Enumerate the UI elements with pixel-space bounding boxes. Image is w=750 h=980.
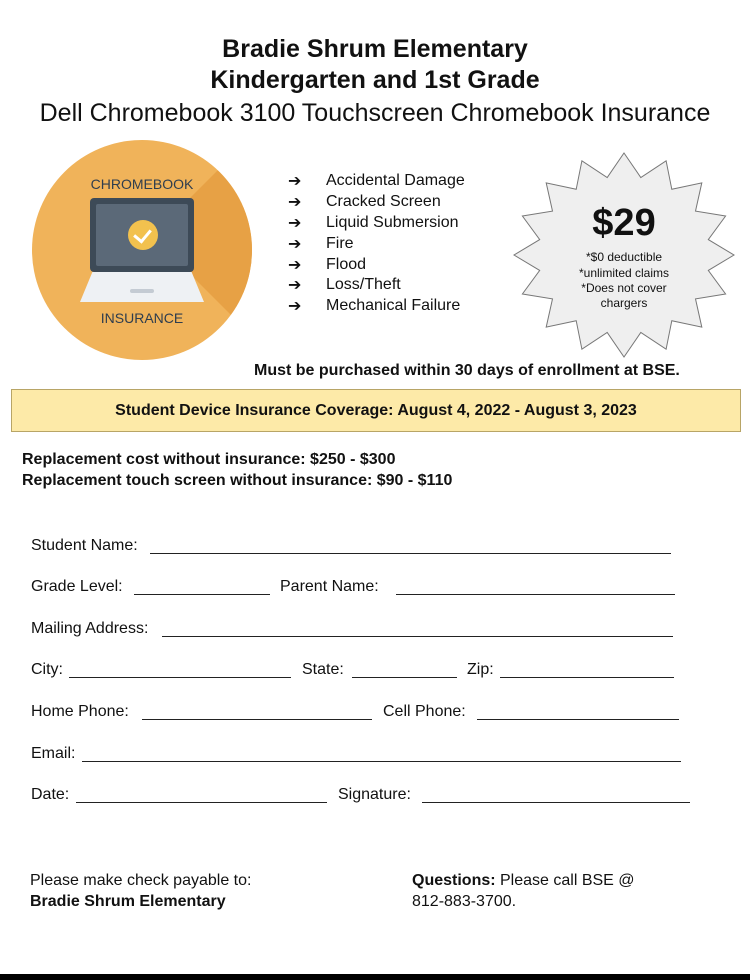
grades-title: Kindergarten and 1st Grade [210,66,540,94]
product-title: Dell Chromebook 3100 Touchscreen Chromebook Insurance [39,99,711,127]
parent-name-label: Parent Name: [280,578,379,595]
home-phone-label: Home Phone: [31,703,129,720]
home-phone-field[interactable] [142,719,372,720]
coverage-item [288,192,465,213]
coverage-banner [11,389,741,432]
grade-level-field[interactable] [134,594,270,595]
arrow-right-icon: ➔ [288,235,302,253]
date-field[interactable] [76,802,327,803]
coverage-list [288,171,465,317]
price-note-chargers-2: chargers [600,296,648,310]
coverage-item-label: Fire [326,234,354,252]
coverage-item-label: Accidental Damage [326,172,465,190]
questions-text: Please call BSE @ [495,872,635,889]
touchscreen-cost: Replacement touch screen without insurance: $90 - $110 [22,472,453,489]
coverage-item [288,233,465,254]
coverage-item-label: Flood [326,255,367,273]
state-label: State: [302,661,344,678]
price-note-claims: *unlimited claims [578,266,670,280]
arrow-right-icon: ➔ [288,194,302,212]
cell-phone-field[interactable] [477,719,679,720]
student-name-field[interactable] [150,553,671,554]
check-icon [128,220,158,250]
mailing-address-label: Mailing Address: [31,620,149,637]
arrow-right-icon: ➔ [288,277,302,295]
laptop-screen-display [96,204,188,266]
coverage-item-label: Loss/Theft [326,276,401,294]
coverage-item [288,213,465,234]
arrow-right-icon: ➔ [288,214,302,232]
coverage-item [288,296,465,317]
logo-bottom-text: INSURANCE [100,310,184,326]
price-note-deductible: *$0 deductible [585,250,663,264]
arrow-right-icon: ➔ [288,256,302,274]
arrow-right-icon: ➔ [288,298,302,316]
phone-number: 812-883-3700. [412,893,517,910]
coverage-item-label: Liquid Submersion [326,213,459,231]
bottom-rule [0,974,750,980]
date-label: Date: [31,786,70,803]
arrow-right-icon: ➔ [288,173,302,191]
city-label: City: [31,661,63,678]
cell-phone-label: Cell Phone: [383,703,466,720]
price: $29 [592,202,656,244]
questions-label: Questions: [412,872,496,889]
school-title: Bradie Shrum Elementary [222,35,528,63]
parent-name-field[interactable] [396,594,675,595]
email-label: Email: [31,745,76,762]
student-name-label: Student Name: [31,537,138,554]
payable-label: Please make check payable to: [30,872,252,889]
zip-field[interactable] [500,677,674,678]
questions-line [412,872,635,890]
mailing-address-field[interactable] [162,636,673,637]
zip-label: Zip: [467,661,494,678]
laptop-touchpad [130,289,154,293]
purchase-note: Must be purchased within 30 days of enrollment at BSE. [254,362,680,379]
payable-name: Bradie Shrum Elementary [30,893,226,910]
coverage-dates: Student Device Insurance Coverage: August 4, 2022 - August 3, 2023 [115,402,637,419]
replacement-cost: Replacement cost without insurance: $250 - $300 [22,451,396,468]
signature-label: Signature: [338,786,411,803]
coverage-item-label: Mechanical Failure [326,297,461,315]
laptop-base [80,272,204,302]
logo-top-text: CHROMEBOOK [90,176,194,192]
signature-field[interactable] [422,802,690,803]
chromebook-insurance-logo [32,140,252,360]
laptop-icon [90,198,194,272]
email-field[interactable] [82,761,681,762]
grade-level-label: Grade Level: [31,578,123,595]
coverage-item [288,254,465,275]
city-field[interactable] [69,677,291,678]
coverage-item [288,171,465,192]
price-note-chargers: *Does not cover [581,281,667,295]
coverage-item [288,275,465,296]
coverage-item-label: Cracked Screen [326,193,441,211]
state-field[interactable] [352,677,457,678]
